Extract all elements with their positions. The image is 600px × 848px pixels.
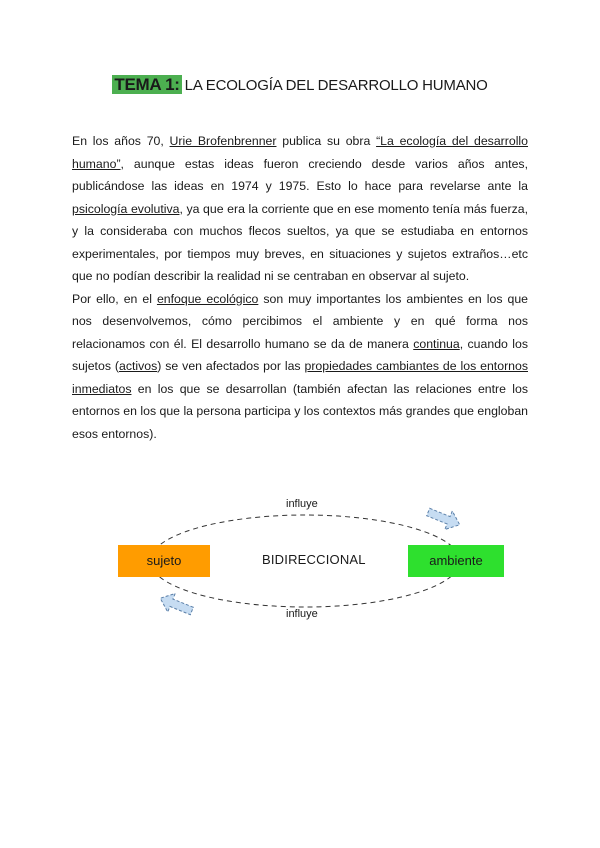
influye-top-label: influye <box>286 498 318 510</box>
bidirectional-diagram <box>0 490 600 630</box>
text-run: ) se ven afectados por las <box>157 359 305 373</box>
arrow-right-icon <box>424 503 463 534</box>
underlined-term: psicología evolutiva <box>72 201 180 216</box>
ambiente-box: ambiente <box>408 545 504 577</box>
text-run: En los años 70, <box>72 134 170 148</box>
page-title <box>0 74 600 97</box>
underlined-term: propiedades cambiantes de los entornos inmediatos <box>72 359 528 396</box>
title-text: LA ECOLOGÍA DEL DESARROLLO HUMANO <box>184 77 488 94</box>
text-run: son muy importantes los ambientes en los que nos desenvolvemos, cómo percibimos el ambiente y en qué forma nos relacionamos con él. El desarrollo humano se da de manera <box>72 291 528 351</box>
underlined-term: activos <box>118 359 158 373</box>
underlined-term: continua <box>413 336 460 351</box>
underlined-author: Urie Brofenbrenner <box>169 134 277 148</box>
influye-bottom-label: influye <box>286 608 318 620</box>
title-tema-highlight: TEMA 1: <box>114 75 180 94</box>
underlined-book-title: “La ecología del desarrollo humano” <box>72 134 529 171</box>
arrow-left-icon <box>157 589 196 620</box>
underlined-term: enfoque ecológico <box>156 291 259 306</box>
text-run: , cuando los sujetos ( <box>72 336 528 373</box>
sujeto-box: sujeto <box>118 545 210 577</box>
text-run: en los que se desarrollan (también afectan las relaciones entre los entornos en los que la persona participa y los contextos más grandes que engloban esos entornos). <box>72 381 528 441</box>
body-text <box>72 130 528 445</box>
text-run: Por ello, en el <box>72 291 157 306</box>
text-run: publica su obra <box>276 134 377 148</box>
paragraph-2 <box>72 288 528 446</box>
bidireccional-label: BIDIRECCIONAL <box>262 552 366 567</box>
paragraph-1 <box>72 130 528 288</box>
text-run: , aunque estas ideas fueron creciendo desde varios años antes, publicándose las ideas en 1974 y 1975. Esto lo hace para revelarse ante la <box>72 156 528 193</box>
text-run: , ya que era la corriente que en ese momento tenía más fuerza, y la consideraba con muchos flecos sueltos, ya que se estudiaba en entornos experimentales, por tiempos muy breves, en situaciones y sujetos extraños…etc que no podían describir la realidad ni se centraban en observar al sujeto. <box>72 201 528 283</box>
